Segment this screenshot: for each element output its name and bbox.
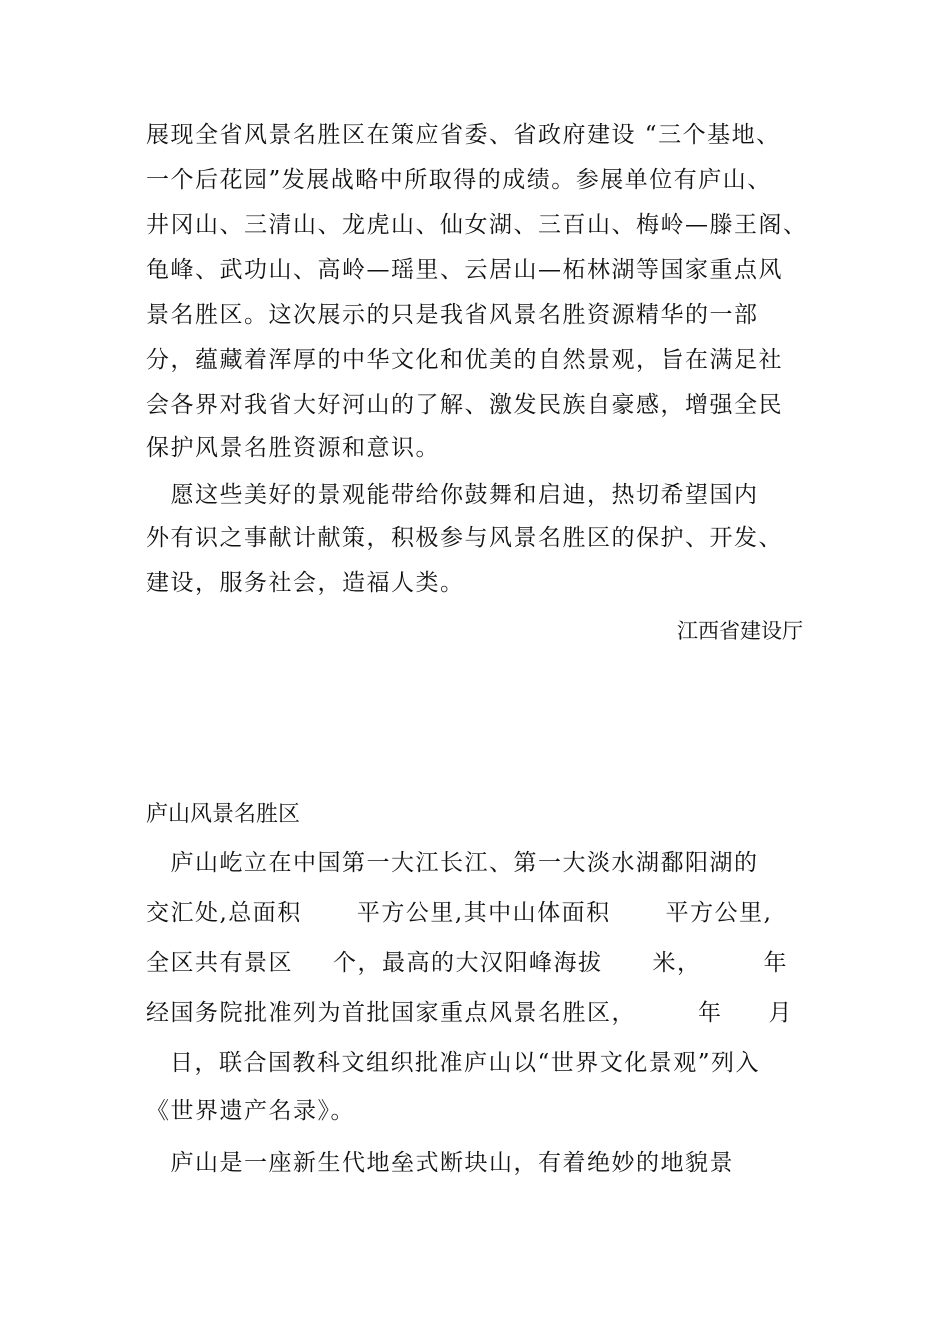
text-segment: 年 bbox=[698, 1000, 723, 1026]
text-segment: 米， bbox=[652, 950, 702, 976]
text-segment: 全区共有景区 bbox=[146, 950, 293, 976]
section-p1-line-5: 日，联合国教科文组织批准庐山以“世界文化景观”列入 bbox=[170, 1050, 761, 1076]
text-segment: 平方公里,其中山体面积 bbox=[356, 900, 611, 926]
text-segment: 月 bbox=[768, 1000, 793, 1026]
intro-line-3: 井冈山、三清山、龙虎山、仙女湖、三百山、梅岭—滕王阁、 bbox=[146, 212, 808, 238]
text-segment: 年 bbox=[763, 950, 788, 976]
intro-line-1: 展现全省风景名胜区在策应省委、省政府建设 “三个基地、 bbox=[146, 122, 781, 148]
intro-line-5: 景名胜区。这次展示的只是我省风景名胜资源精华的一部 bbox=[146, 302, 759, 328]
intro-line-10: 外有识之事献计献策，积极参与风景名胜区的保护、开发、 bbox=[146, 525, 783, 551]
intro-line-6: 分，蕴藏着浑厚的中华文化和优美的自然景观，旨在满足社 bbox=[146, 347, 783, 373]
text-segment: 经国务院批准列为首批国家重点风景名胜区， bbox=[146, 1000, 636, 1026]
intro-line-9: 愿这些美好的景观能带给你鼓舞和启迪，热切希望国内 bbox=[146, 482, 759, 508]
intro-line-8: 保护风景名胜资源和意识。 bbox=[146, 435, 440, 461]
section-p1-line-1: 庐山屹立在中国第一大江长江、第一大淡水湖鄱阳湖的 bbox=[146, 850, 759, 876]
intro-line-4: 龟峰、武功山、高岭—瑶里、云居山—柘林湖等国家重点风 bbox=[146, 257, 783, 283]
intro-line-2: 一个后花园”发展战略中所取得的成绩。参展单位有庐山、 bbox=[146, 167, 772, 193]
section-p1-line-2 bbox=[146, 898, 836, 928]
section-p1-line-3 bbox=[146, 948, 836, 978]
section-p1-line-4 bbox=[146, 998, 836, 1028]
intro-line-11: 建设，服务社会，造福人类。 bbox=[146, 570, 465, 596]
text-segment: 交汇处,总面积 bbox=[146, 900, 302, 926]
section-title: 庐山风景名胜区 bbox=[146, 802, 301, 827]
text-segment: 个，最高的大汉阳峰海拔 bbox=[333, 950, 603, 976]
text-segment: 平方公里, bbox=[665, 900, 773, 926]
intro-line-7: 会各界对我省大好河山的了解、激发民族自豪感，增强全民 bbox=[146, 392, 783, 418]
section-p1-line-6: 《世界遗产名录》。 bbox=[146, 1098, 355, 1124]
signature: 江西省建设厅 bbox=[677, 619, 803, 643]
section-p2-line-1: 庐山是一座新生代地垒式断块山，有着绝妙的地貌景 bbox=[146, 1150, 734, 1176]
